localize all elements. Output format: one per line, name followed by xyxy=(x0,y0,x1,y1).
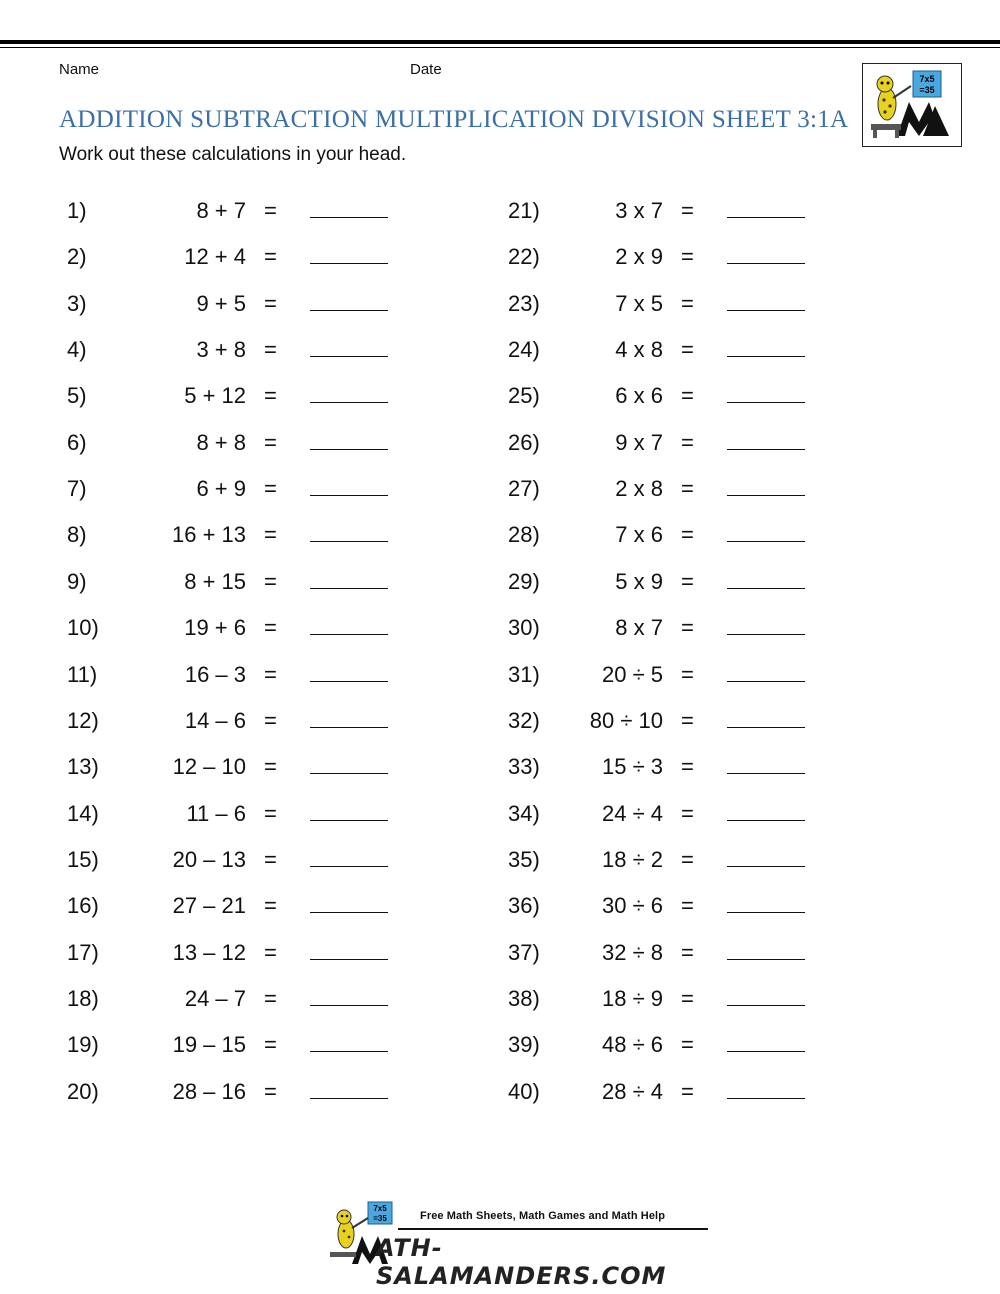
question-expression: 19 – 15 xyxy=(172,1032,246,1057)
answer-blank[interactable] xyxy=(727,495,805,496)
question-row xyxy=(67,244,390,274)
question-number: 40) xyxy=(508,1079,540,1104)
question-expression: 3 + 8 xyxy=(196,337,246,362)
logo-board-line1: 7x5 xyxy=(919,74,935,84)
equals-sign: = xyxy=(264,615,277,640)
question-number: 19) xyxy=(67,1032,99,1057)
answer-blank[interactable] xyxy=(727,681,805,682)
answer-blank[interactable] xyxy=(727,634,805,635)
question-row xyxy=(67,893,390,923)
answer-blank[interactable] xyxy=(310,356,388,357)
equals-sign: = xyxy=(264,476,277,501)
question-expression: 6 x 6 xyxy=(615,383,663,408)
question-row xyxy=(508,430,807,460)
question-number: 39) xyxy=(508,1032,540,1057)
question-number: 9) xyxy=(67,569,87,594)
question-number: 5) xyxy=(67,383,87,408)
answer-blank[interactable] xyxy=(310,541,388,542)
question-row xyxy=(508,522,807,552)
question-number: 18) xyxy=(67,986,99,1011)
question-row xyxy=(67,986,390,1016)
top-rule-thin xyxy=(0,47,1000,48)
question-number: 38) xyxy=(508,986,540,1011)
question-expression: 24 ÷ 4 xyxy=(601,801,663,826)
question-expression: 12 + 4 xyxy=(184,244,246,269)
logo-board-line2: =35 xyxy=(919,85,935,95)
question-row xyxy=(508,986,807,1016)
question-number: 24) xyxy=(508,337,540,362)
equals-sign: = xyxy=(681,337,694,362)
question-row xyxy=(67,476,390,506)
question-number: 21) xyxy=(508,198,540,223)
question-row xyxy=(67,847,390,877)
question-number: 11) xyxy=(67,662,98,687)
question-expression: 16 – 3 xyxy=(184,662,246,687)
equals-sign: = xyxy=(681,1032,694,1057)
equals-sign: = xyxy=(264,569,277,594)
equals-sign: = xyxy=(264,940,277,965)
question-number: 10) xyxy=(67,615,99,640)
question-expression: 20 – 13 xyxy=(172,847,246,872)
question-number: 13) xyxy=(67,754,99,779)
answer-blank[interactable] xyxy=(727,356,805,357)
salamander-teacher-icon xyxy=(863,64,963,148)
question-number: 23) xyxy=(508,291,540,316)
question-number: 2) xyxy=(67,244,87,269)
equals-sign: = xyxy=(264,1032,277,1057)
answer-blank[interactable] xyxy=(310,1005,388,1006)
answer-blank[interactable] xyxy=(727,773,805,774)
equals-sign: = xyxy=(681,893,694,918)
question-expression: 8 + 15 xyxy=(184,569,246,594)
question-row xyxy=(67,291,390,321)
equals-sign: = xyxy=(681,940,694,965)
footer-tagline: Free Math Sheets, Math Games and Math Help xyxy=(420,1210,666,1222)
equals-sign: = xyxy=(681,662,694,687)
equals-sign: = xyxy=(681,1079,694,1104)
question-expression: 8 + 7 xyxy=(196,198,246,223)
question-row xyxy=(508,662,807,692)
question-expression: 24 – 7 xyxy=(184,986,246,1011)
question-number: 26) xyxy=(508,430,540,455)
question-number: 34) xyxy=(508,801,540,826)
question-row xyxy=(67,662,390,692)
question-row xyxy=(508,708,807,738)
answer-blank[interactable] xyxy=(727,1051,805,1052)
question-number: 8) xyxy=(67,522,87,547)
question-expression: 5 x 9 xyxy=(615,569,663,594)
answer-blank[interactable] xyxy=(310,310,388,311)
question-expression: 15 ÷ 3 xyxy=(601,754,663,779)
question-row xyxy=(508,615,807,645)
question-expression: 80 ÷ 10 xyxy=(589,708,663,733)
question-row xyxy=(67,940,390,970)
answer-blank[interactable] xyxy=(727,310,805,311)
top-rule-thick xyxy=(0,40,1000,44)
equals-sign: = xyxy=(681,383,694,408)
answer-blank[interactable] xyxy=(727,588,805,589)
question-expression: 2 x 8 xyxy=(615,476,663,501)
question-expression: 30 ÷ 6 xyxy=(601,893,663,918)
equals-sign: = xyxy=(681,522,694,547)
equals-sign: = xyxy=(264,986,277,1011)
question-row xyxy=(508,847,807,877)
question-number: 3) xyxy=(67,291,87,316)
equals-sign: = xyxy=(681,430,694,455)
equals-sign: = xyxy=(681,198,694,223)
question-row xyxy=(508,291,807,321)
equals-sign: = xyxy=(264,198,277,223)
question-row xyxy=(67,430,390,460)
question-row xyxy=(67,615,390,645)
equals-sign: = xyxy=(264,430,277,455)
question-expression: 4 x 8 xyxy=(615,337,663,362)
equals-sign: = xyxy=(264,1079,277,1104)
question-row xyxy=(508,801,807,831)
question-expression: 16 + 13 xyxy=(171,522,246,547)
answer-blank[interactable] xyxy=(727,217,805,218)
question-row xyxy=(67,754,390,784)
question-row xyxy=(508,1032,807,1062)
equals-sign: = xyxy=(264,801,277,826)
equals-sign: = xyxy=(681,615,694,640)
answer-blank[interactable] xyxy=(310,1098,388,1099)
equals-sign: = xyxy=(264,708,277,733)
equals-sign: = xyxy=(264,847,277,872)
answer-blank[interactable] xyxy=(310,263,388,264)
question-number: 33) xyxy=(508,754,540,779)
question-expression: 12 – 10 xyxy=(172,754,246,779)
equals-sign: = xyxy=(264,754,277,779)
answer-blank[interactable] xyxy=(727,263,805,264)
answer-blank[interactable] xyxy=(727,912,805,913)
equals-sign: = xyxy=(264,893,277,918)
question-row xyxy=(67,198,390,228)
answer-blank[interactable] xyxy=(727,1098,805,1099)
name-label: Name xyxy=(59,61,100,78)
question-number: 14) xyxy=(67,801,99,826)
answer-blank[interactable] xyxy=(310,449,388,450)
answer-blank[interactable] xyxy=(727,959,805,960)
date-label: Date xyxy=(410,61,442,78)
question-row xyxy=(67,522,390,552)
question-expression: 11 – 6 xyxy=(186,801,246,826)
equals-sign: = xyxy=(264,662,277,687)
question-expression: 32 ÷ 8 xyxy=(601,940,663,965)
question-number: 20) xyxy=(67,1079,99,1104)
equals-sign: = xyxy=(264,522,277,547)
question-expression: 14 – 6 xyxy=(184,708,246,733)
question-number: 17) xyxy=(67,940,99,965)
question-row xyxy=(508,383,807,413)
question-number: 35) xyxy=(508,847,540,872)
question-number: 16) xyxy=(67,893,99,918)
equals-sign: = xyxy=(264,337,277,362)
question-row xyxy=(67,1079,390,1109)
answer-blank[interactable] xyxy=(310,402,388,403)
question-number: 32) xyxy=(508,708,540,733)
question-row xyxy=(508,476,807,506)
question-row xyxy=(508,244,807,274)
question-row xyxy=(67,569,390,599)
question-expression: 3 x 7 xyxy=(615,198,663,223)
question-expression: 19 + 6 xyxy=(184,615,246,640)
answer-blank[interactable] xyxy=(727,402,805,403)
question-expression: 7 x 6 xyxy=(615,522,663,547)
equals-sign: = xyxy=(681,847,694,872)
question-expression: 18 ÷ 9 xyxy=(601,986,663,1011)
question-expression: 13 – 12 xyxy=(172,940,246,965)
question-number: 36) xyxy=(508,893,540,918)
question-expression: 9 + 5 xyxy=(196,291,246,316)
question-number: 1) xyxy=(67,198,87,223)
answer-blank[interactable] xyxy=(310,495,388,496)
question-number: 15) xyxy=(67,847,99,872)
equals-sign: = xyxy=(264,291,277,316)
answer-blank[interactable] xyxy=(310,912,388,913)
footer-site-name: ATH-SALAMANDERS.COM xyxy=(376,1234,667,1290)
answer-blank[interactable] xyxy=(310,773,388,774)
worksheet-instructions: Work out these calculations in your head. xyxy=(59,144,407,165)
answer-blank[interactable] xyxy=(310,681,388,682)
question-expression: 48 ÷ 6 xyxy=(601,1032,663,1057)
equals-sign: = xyxy=(681,986,694,1011)
answer-blank[interactable] xyxy=(310,727,388,728)
question-row xyxy=(508,337,807,367)
question-expression: 8 x 7 xyxy=(615,615,663,640)
question-expression: 18 ÷ 2 xyxy=(601,847,663,872)
question-number: 25) xyxy=(508,383,540,408)
footer-logo xyxy=(326,1200,716,1290)
question-expression: 5 + 12 xyxy=(184,383,246,408)
footer-board-line2: =35 xyxy=(373,1214,387,1223)
question-expression: 8 + 8 xyxy=(196,430,246,455)
question-number: 30) xyxy=(508,615,540,640)
equals-sign: = xyxy=(681,291,694,316)
answer-blank[interactable] xyxy=(310,959,388,960)
footer-divider xyxy=(398,1228,708,1230)
question-number: 37) xyxy=(508,940,540,965)
answer-blank[interactable] xyxy=(310,217,388,218)
answer-blank[interactable] xyxy=(727,541,805,542)
question-expression: 27 – 21 xyxy=(172,893,246,918)
question-row xyxy=(508,754,807,784)
question-number: 6) xyxy=(67,430,87,455)
question-expression: 2 x 9 xyxy=(615,244,663,269)
question-expression: 28 ÷ 4 xyxy=(601,1079,663,1104)
answer-blank[interactable] xyxy=(310,634,388,635)
equals-sign: = xyxy=(264,383,277,408)
footer-board-line1: 7x5 xyxy=(373,1204,387,1213)
salamander-logo xyxy=(862,63,962,147)
answer-blank[interactable] xyxy=(727,866,805,867)
question-number: 29) xyxy=(508,569,540,594)
question-row xyxy=(67,337,390,367)
question-row xyxy=(508,1079,807,1109)
question-expression: 7 x 5 xyxy=(615,291,663,316)
answer-blank[interactable] xyxy=(310,820,388,821)
question-row xyxy=(67,1032,390,1062)
equals-sign: = xyxy=(681,708,694,733)
question-row xyxy=(508,940,807,970)
question-expression: 28 – 16 xyxy=(172,1079,246,1104)
equals-sign: = xyxy=(681,569,694,594)
answer-blank[interactable] xyxy=(727,449,805,450)
question-expression: 6 + 9 xyxy=(196,476,246,501)
answer-blank[interactable] xyxy=(727,1005,805,1006)
question-number: 12) xyxy=(67,708,99,733)
equals-sign: = xyxy=(264,244,277,269)
question-row xyxy=(508,893,807,923)
question-number: 22) xyxy=(508,244,540,269)
question-row xyxy=(67,801,390,831)
question-number: 31) xyxy=(508,662,540,687)
worksheet-title: ADDITION SUBTRACTION MULTIPLICATION DIVISION SHEET 3:1A xyxy=(59,106,849,133)
question-expression: 20 ÷ 5 xyxy=(601,662,663,687)
equals-sign: = xyxy=(681,754,694,779)
question-number: 28) xyxy=(508,522,540,547)
question-row xyxy=(67,383,390,413)
equals-sign: = xyxy=(681,801,694,826)
question-expression: 9 x 7 xyxy=(615,430,663,455)
answer-blank[interactable] xyxy=(310,866,388,867)
equals-sign: = xyxy=(681,244,694,269)
equals-sign: = xyxy=(681,476,694,501)
question-row xyxy=(508,569,807,599)
answer-blank[interactable] xyxy=(727,820,805,821)
answer-blank[interactable] xyxy=(310,588,388,589)
answer-blank[interactable] xyxy=(310,1051,388,1052)
answer-blank[interactable] xyxy=(727,727,805,728)
question-row xyxy=(508,198,807,228)
question-row xyxy=(67,708,390,738)
question-number: 4) xyxy=(67,337,87,362)
question-number: 7) xyxy=(67,476,87,501)
question-number: 27) xyxy=(508,476,540,501)
